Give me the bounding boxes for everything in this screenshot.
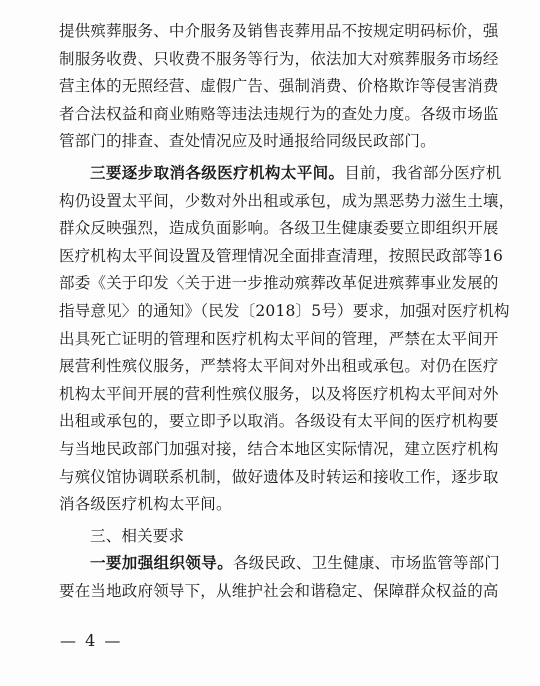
text-line-rest: 各级民政、卫生健康、市场监管等部门: [233, 554, 501, 573]
text-line: [59, 160, 502, 188]
text-line: 者合法权益和商业贿赂等违法违规行为的查处力度。各级市场监: [59, 104, 499, 123]
text-line: 要在当地政府领导下，从维护社会和谐稳定、保障群众权益的高: [59, 581, 499, 600]
text-line: 制服务收费、只收费不服务等行为，依法加大对殡葬服务市场经: [59, 49, 499, 68]
body-text: [59, 18, 515, 605]
text-line: 群众反映强烈，造成负面影响。各级卫生健康委要立即组织开展: [59, 219, 499, 238]
paragraph-heading: 一要加强组织领导。: [90, 554, 234, 573]
text-line: 指导意见〉的通知》（民发〔2018〕5号）要求，加强对医疗机构: [59, 301, 510, 320]
text-line-rest: 目前，我省部分医疗机: [344, 163, 502, 182]
text-line: 提供殡葬服务、中介服务及销售丧葬用品不按规定明码标价，强: [59, 22, 499, 40]
paragraph-heading: 三要逐步取消各级医疗机构太平间。: [90, 163, 345, 182]
section-heading: 三、相关要求: [90, 526, 185, 545]
text-line: 营主体的无照经营、虚假广告、强制消费、价格欺诈等侵害消费: [59, 77, 499, 96]
text-line: 出具死亡证明的管理和医疗机构太平间的管理，严禁在太平间开: [59, 329, 499, 348]
text-line: 部委《关于印发〈关于进一步推动殡葬改革促进殡葬事业发展的: [59, 274, 499, 293]
text-line: 出租或承包的，要立即予以取消。各级设有太平间的医疗机构要: [59, 412, 499, 431]
paragraph-organizational-leadership: [59, 550, 501, 605]
text-line: 医疗机构太平间设置及管理情况全面排查清理，按照民政部等16: [59, 246, 504, 265]
text-line: 与殡仪馆协调联系机制，做好遗体及时转运和接收工作，逐步取: [59, 467, 499, 486]
text-line: 机构太平间开展的营利性殡仪服务，以及将医疗机构太平间对外: [59, 384, 499, 403]
text-line: 与当地民政部门加强对接，结合本地区实际情况，建立医疗机构: [59, 439, 499, 458]
paragraph-market-supervision: [59, 18, 499, 156]
page-number: — 4 —: [60, 631, 123, 650]
paragraph-mortuary-cancellation: [59, 160, 515, 519]
text-line: 构仍设置太平间，少数对外出租或承包，成为黑恶势力滋生土壤，: [59, 191, 515, 210]
text-line: [59, 550, 501, 578]
text-line: 消各级医疗机构太平间。: [59, 495, 232, 514]
text-line: 管部门的排查、查处情况应及时通报给同级民政部门。: [59, 132, 436, 151]
text-line: 展营利性殡仪服务，严禁将太平间对外出租或承包。对仍在医疗: [59, 357, 499, 376]
